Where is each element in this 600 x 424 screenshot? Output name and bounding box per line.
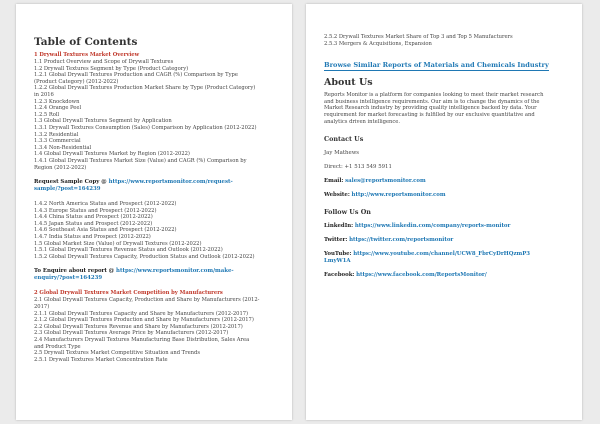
youtube-label: YouTube:: [324, 251, 352, 258]
contact-us-heading: Contact Us: [324, 135, 364, 144]
toc-line: 2.5 Drywall Textures Market Competitive Situation and Trends: [34, 350, 201, 357]
toc-line: 1.1 Product Overview and Scope of Drywall Textures: [34, 59, 174, 65]
enquire-link[interactable]: https://www.reportsmonitor.com/make-: [116, 268, 234, 275]
toc-line: 1.2.5 Roll: [34, 111, 60, 118]
toc-line: in 2016: [34, 91, 54, 98]
toc-list: [34, 201, 280, 260]
toc-line: 2.1.1 Global Drywall Textures Capacity and Share by Manufacturers (2012-2017): [34, 310, 249, 317]
toc-line: 1.2.2 Global Drywall Textures Production Market Share by Type (Product Category): [34, 85, 256, 92]
twitter-label: Twitter:: [324, 237, 348, 244]
browse-similar-reports-link[interactable]: Browse Similar Reports of Materials and Chemicals Industry: [324, 61, 549, 70]
linkedin-label: LinkedIn:: [324, 223, 354, 230]
website-link[interactable]: http://www.reportsmonitor.com: [351, 192, 446, 199]
toc-line: 1.4 Global Drywall Textures Market by Region (2012-2022): [34, 151, 190, 158]
toc-line: 1.2.3 Knockdown: [34, 98, 80, 105]
paragraph-line: Market Research industry by providing quality intelligence backed by data. Your: [324, 105, 537, 112]
email-line: [324, 178, 570, 185]
toc-line: 1.3.2 Residential: [34, 131, 79, 138]
toc-line: 2.1 Global Drywall Textures Capacity, Production and Share by Manufacturers (2012-: [34, 297, 260, 304]
toc-line: 1.2.1 Global Drywall Textures Production and CAGR (%) Comparison by Type: [34, 72, 238, 79]
toc-list: [34, 59, 280, 171]
toc-line: 1.2 Drywall Textures Segment by Type (Product Category): [34, 65, 189, 72]
about-us-heading: About Us: [324, 77, 373, 89]
paragraph-line: analytics driven intelligence.: [324, 118, 401, 125]
facebook-label: Facebook:: [324, 272, 355, 279]
enquire-report: [34, 268, 280, 282]
youtube-link-cont[interactable]: LmyW1A: [324, 258, 351, 265]
request-sample-link[interactable]: https://www.reportsmonitor.com/request-: [108, 179, 233, 186]
page-content: [324, 34, 570, 279]
toc-title: Table of Contents: [34, 36, 138, 48]
email-label: Email:: [324, 178, 344, 185]
toc-line: 2.5.2 Drywall Textures Market Share of Top 3 and Top 5 Manufacturers: [324, 34, 513, 40]
toc-line: 2.4 Manufacturers Drywall Textures Manufacturing Base Distribution, Sales Area: [34, 337, 250, 343]
facebook-line: [324, 272, 570, 279]
document-page-right: [306, 4, 582, 420]
paragraph-line: Reports Monitor is a platform for companies looking to meet their market research: [324, 92, 544, 99]
toc-line: 2.5.3 Mergers & Acquisitions, Expansion: [324, 40, 432, 47]
toc-line: 1.3 Global Drywall Textures Segment by Application: [34, 118, 172, 125]
linkedin-line: [324, 223, 570, 230]
toc-line: 1.4.4 China Status and Prospect (2012-2022): [34, 214, 153, 221]
toc-line: (Product Category) (2012-2022): [34, 78, 119, 85]
enquire-link-cont[interactable]: enquiry/?post=164239: [34, 275, 103, 282]
twitter-line: [324, 237, 570, 244]
toc-line: 1.5 Global Market Size (Value) of Drywall Textures (2012-2022): [34, 240, 202, 247]
twitter-link[interactable]: https://twitter.com/reportsmonitor: [349, 237, 454, 244]
youtube-link[interactable]: https://www.youtube.com/channel/UCW8_FbrCyDrHQzmP3: [353, 251, 531, 258]
section-heading: 1 Drywall Textures Market Overview: [34, 52, 140, 58]
toc-line: 1.3.3 Commercial: [34, 138, 81, 145]
toc-line: 1.4.5 Japan Status and Prospect (2012-2022): [34, 220, 153, 227]
website-label: Website:: [324, 192, 350, 199]
request-sample: [34, 179, 280, 193]
toc-line: 2.3 Global Drywall Textures Average Price by Manufacturers (2012-2017): [34, 330, 229, 337]
toc-line: 2.5.1 Drywall Textures Market Concentration Rate: [34, 356, 168, 363]
request-label: Request Sample Copy @: [34, 179, 107, 186]
facebook-link[interactable]: https://www.facebook.com/ReportsMonitor/: [356, 272, 487, 279]
enquire-label: To Enquire about report @: [34, 268, 115, 275]
toc-line: 1.5.2 Global Drywall Textures Capacity, Production Status and Outlook (2012-2022): [34, 253, 255, 260]
section-heading: 2 Global Drywall Textures Market Competition by Manufacturers: [34, 290, 223, 297]
toc-line: 1.3.4 Non-Residential: [34, 144, 92, 151]
toc-line: 1.4.3 Europe Status and Prospect (2012-2022): [34, 207, 157, 214]
document-page-left: [16, 4, 292, 420]
about-paragraph: [324, 92, 570, 125]
website-line: [324, 192, 570, 199]
toc-line: 2.1.2 Global Drywall Textures Production and Share by Manufacturers (2012-2017): [34, 317, 254, 324]
toc-line: 1.3.1 Drywall Textures Consumption (Sales) Comparison by Application (2012-2022): [34, 124, 257, 131]
toc-line: 1.4.1 Global Drywall Textures Market Size (Value) and CAGR (%) Comparison by: [34, 157, 247, 164]
toc-line: 2017): [34, 304, 50, 311]
toc-line: Region (2012-2022): [34, 164, 87, 171]
toc-line: 1.4.7 India Status and Prospect (2012-2022): [34, 234, 151, 241]
direct-phone: Direct: +1 513 549 5911: [324, 164, 392, 171]
request-sample-link-cont[interactable]: sample/?post=164239: [34, 186, 101, 193]
toc-line: 1.4.6 Southeast Asia Status and Prospect (2012-2022): [34, 227, 177, 234]
toc-list: [34, 297, 280, 363]
toc-line: and Product Type: [34, 343, 81, 350]
toc-line: 2.2 Global Drywall Textures Revenue and Share by Manufacturers (2012-2017): [34, 323, 243, 330]
paragraph-line: requirement for market forecasting is fulfilled by our exclusive quantitative and: [324, 111, 535, 118]
youtube-line: [324, 251, 570, 265]
toc-line: 1.5.1 Global Drywall Textures Revenue Status and Outlook (2012-2022): [34, 247, 223, 254]
follow-us-heading: Follow Us On: [324, 208, 371, 217]
contact-name: Jay Mathews: [324, 150, 360, 157]
page-content: [34, 4, 280, 363]
linkedin-link[interactable]: https://www.linkedin.com/company/reports-monitor: [354, 223, 511, 230]
email-link[interactable]: sales@reportsmonitor.com: [345, 178, 426, 185]
toc-line: 1.4.2 North America Status and Prospect (2012-2022): [34, 201, 177, 208]
paragraph-line: and business intelligence requirements. Our aim is to change the dynamics of the: [324, 98, 540, 105]
toc-line: 1.2.4 Orange Peel: [34, 105, 82, 112]
